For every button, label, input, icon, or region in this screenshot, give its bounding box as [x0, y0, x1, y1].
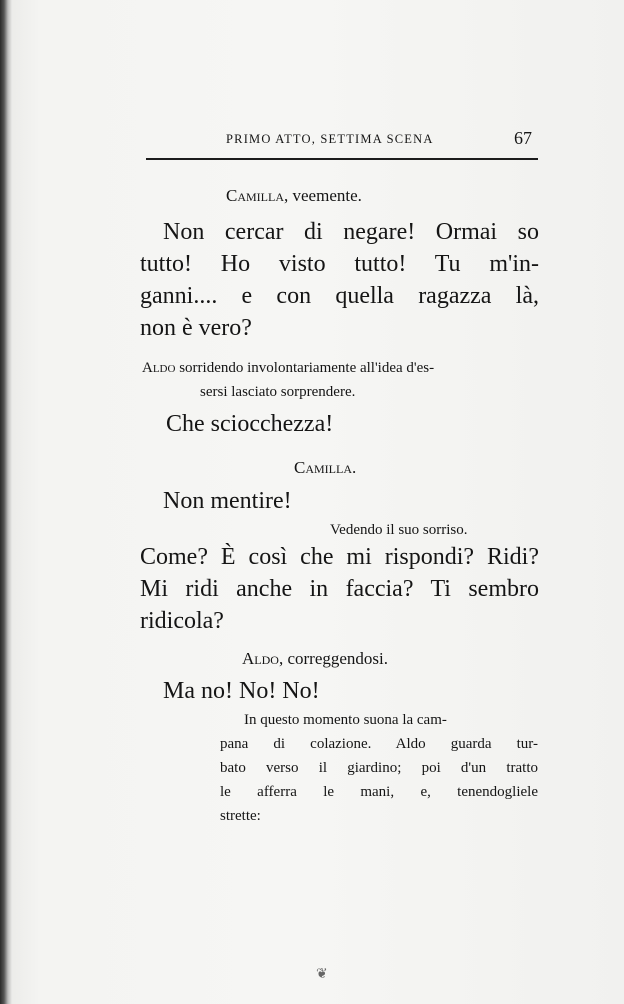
running-head-title: PRIMO ATTO, SETTIMA SCENA	[226, 132, 434, 146]
speech-line: ganni.... e con quella ragazza là,	[140, 283, 539, 309]
binding-edge	[0, 0, 12, 1004]
speech-line: Mi ridi anche in faccia? Ti sembro	[140, 576, 539, 602]
stage-direction: , correggendosi.	[278, 649, 389, 668]
speech-line: Non cercar di negare! Ormai so	[163, 219, 539, 245]
stage-direction: .	[352, 458, 357, 477]
speech-line: tutto! Ho visto tutto! Tu m'in-	[140, 251, 539, 277]
running-head-rule	[146, 158, 538, 160]
stage-direction: In questo momento suona la cam-	[244, 712, 447, 728]
stage-direction: strette:	[220, 808, 261, 824]
speech-line: ridicola?	[140, 608, 224, 634]
speaker-name: Camilla	[226, 186, 284, 205]
stage-direction: , veemente.	[284, 186, 362, 205]
stage-direction: pana di colazione. Aldo guarda tur-	[220, 736, 538, 752]
stage-direction: bato verso il giardino; poi d'un tratto	[220, 760, 538, 776]
printer-ornament-icon: ❦	[316, 966, 328, 982]
speaker-name: Camilla	[294, 458, 352, 477]
speaker-name: Aldo	[242, 649, 279, 668]
running-head	[148, 128, 540, 152]
stage-direction: Vedendo il suo sorriso.	[330, 522, 468, 538]
speaker-heading	[294, 458, 356, 478]
page-number: 67	[514, 128, 532, 148]
speaker-name: Aldo	[142, 360, 176, 376]
speech-line: Come? È così che mi rispondi? Ridi?	[140, 544, 539, 570]
speaker-heading	[242, 649, 388, 669]
stage-direction: le afferra le mani, e, tenendogliele	[220, 784, 538, 800]
speech-line: Non mentire!	[163, 488, 292, 514]
stage-direction: sersi lasciato sorprendere.	[200, 384, 356, 400]
speech-line: Che sciocchezza!	[166, 411, 334, 437]
stage-direction: sorridendo involontariamente all'idea d'es-	[175, 360, 435, 376]
speaker-heading	[226, 186, 362, 206]
speech-line: Ma no! No! No!	[163, 678, 320, 704]
speaker-heading	[142, 360, 434, 377]
speech-line: non è vero?	[140, 315, 252, 341]
